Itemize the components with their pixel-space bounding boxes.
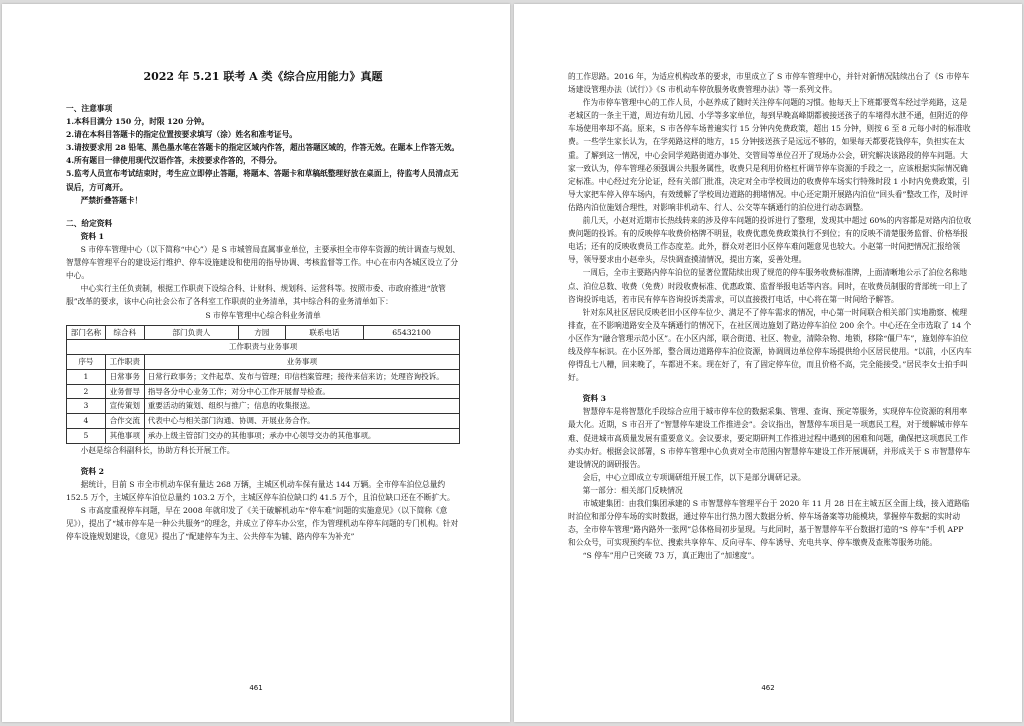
table-cell: 1 bbox=[67, 369, 106, 384]
notice-item: 2.请在本科目答题卡的指定位置按要求填写（涂）姓名和准考证号。 bbox=[66, 130, 297, 140]
material-3-label: 资料 3 bbox=[582, 394, 607, 404]
paragraph: 中心实行主任负责制，根据工作职责下设综合科、计财科、规划科、运营科等。按照市委、市政府推进“放管服”改革的要求，该中心向社会公布了各科室工作职责的业务清单，其中综合科的业务清单如下： bbox=[66, 284, 446, 307]
paragraph: 第一部分：相关部门反映情况 bbox=[582, 485, 683, 495]
paragraph: 前几天，小赵对近期市长热线转来的涉及停车问题的投诉进行了整理，发现其中超过 60%的内容都是对路内泊位收费问题的投诉。有的反映停车收费价格牌不明显，收费优惠免费政策执行不到位；有的反映不清楚服务监督、价格举报电话；还有的反映收费员工作态度差。此外，群众对老旧小区停车难问题意见也较大。小赵第一时间把情况汇报给领导，领导要求由小赵牵头，尽快调查摸清情况，提出方案，妥善处理。 bbox=[568, 216, 972, 265]
table-cell: 日常行政事务；文件起草、发布与管理；印信档案管理；接待来信来访；处理咨询投诉。 bbox=[144, 369, 459, 384]
page-left bbox=[2, 4, 510, 722]
table-row bbox=[67, 369, 460, 384]
table-cell: 合作交流 bbox=[105, 414, 144, 429]
paragraph: 会后，中心立即成立专项调研组开展工作，以下是部分调研记录。 bbox=[582, 472, 806, 482]
table-cell: 宣传策划 bbox=[105, 399, 144, 414]
material-2-label: 资料 2 bbox=[80, 466, 105, 476]
material-heading: 二、给定资料 bbox=[66, 218, 113, 228]
table-row bbox=[67, 355, 460, 370]
paragraph: 一周后，全市主要路内停车泊位的显著位置陆续出现了规范的停车服务收费标准牌，上面清晰地公示了泊位名称地点、泊位总数、收费（免费）时段收费标准、优惠政策、监督举报电话等内容。同时，在收费员制服的背部统一印上了咨询投诉电话，若市民有停车咨询投诉类需求，可以直接拨打电话，中心将在第一时间给予解答。 bbox=[568, 268, 968, 304]
table-cell: 3 bbox=[67, 399, 106, 414]
table-cell: 5 bbox=[67, 429, 106, 444]
business-table bbox=[66, 325, 460, 444]
table-cell: 代表中心与相关部门沟通、协调、开展业务合作。 bbox=[144, 414, 459, 429]
table-row bbox=[67, 429, 460, 444]
table-header-cell: 序号 bbox=[67, 355, 106, 370]
table-caption: S 市停车管理中心综合科业务清单 bbox=[205, 311, 321, 321]
table-cell: 其他事项 bbox=[105, 429, 144, 444]
page-left-content bbox=[66, 70, 460, 544]
paragraph: 智慧停车是将智慧化手段综合应用于城市停车位的数据采集、管理、查询、预定等服务，实现停车位资源的利用率最大化。近期，S 市召开了“智慧停车建设工作推进会”。会议指出，智慧停车项目是一项惠民工程，对于缓解城市停车难、促进城市高质量发展有重要意义。会议要求，要定期研判工作推进过程中遇到的困难和问题，确保把这项惠民工作办实办好。根据会议部署，S 市停车管理中心负责对全市范围内智慧停车建设工作开展调研，并形成关于 S 市智慧停车建设情况的调研报告。 bbox=[568, 407, 971, 469]
paragraph: “S 停车”用户已突破 73 万，真正跑出了“加速度”。 bbox=[582, 551, 760, 561]
exam-title: 2022 年 5.21 联考 A 类《综合应用能力》真题 bbox=[143, 70, 383, 83]
table-cell: 业务督导 bbox=[105, 384, 144, 399]
table-cell: 4 bbox=[67, 414, 106, 429]
table-cell: 部门名称 bbox=[67, 325, 106, 340]
table-cell: 65432100 bbox=[364, 325, 460, 340]
notice-heading: 一、注意事项 bbox=[66, 104, 113, 113]
table-row bbox=[67, 325, 460, 340]
paragraph: 市城建集团：由我们集团承建的 S 市智慧停车管理平台于 2020 年 11 月 28 日在主城五区全面上线，接入道路临时泊位和部分停车场的实时数据，通过停车出行热力图大数据分析、停车场备案等功能模块，掌握停车数据的实时动态，全市停车管理“路内路外一张网”总体格局初步显现。与此同时，基于智慧停车平台数据打造的“S 停车”手机 APP 和公众号，可实现预约车位、搜索共享停车、反向寻车、停车诱导、充电共享、停车缴费及查账等服务功能。 bbox=[568, 499, 970, 548]
notice-item: 4.所有题目一律使用现代汉语作答，未按要求作答的，不得分。 bbox=[66, 156, 282, 166]
material-1-label: 资料 1 bbox=[80, 231, 105, 241]
notice-item: 1.本科目满分 150 分，时限 120 分钟。 bbox=[66, 117, 210, 127]
page-right bbox=[514, 4, 1022, 722]
page-number: 462 bbox=[761, 684, 775, 692]
table-cell: 承办上级主管部门交办的其他事项；承办中心领导交办的其他事项。 bbox=[144, 429, 459, 444]
paragraph: 小赵是综合科副科长，协助方科长开展工作。 bbox=[80, 445, 235, 455]
table-cell: 综合科 bbox=[105, 325, 144, 340]
paragraph: 作为市停车管理中心的工作人员，小赵养成了随时关注停车问题的习惯。他每天上下班都要驾车经过学苑路，这是老城区的一条主干道，周边有幼儿园、小学等多家单位，每到早晚高峰期都被接送孩子的车堵得水泄不通，但附近的停车场使用率却不高。原来，S 市各停车场普遍实行 15 分钟内免费政策，超出 15 分钟，则按 6 至 8 元每小时的标准收费。一些学生家长认为，在学苑路这样的地方，15 分钟接送孩子是远远不够的，如果每天都要花钱停车，负担实在太重。了解到这一情况，中心会同学苑路街道办事处、交管局等单位召开了现场办公会，研究解决该路段的停车问题。大家一致认为，停车管理必须强调公共服务属性，收费只是利用价格杠杆调节停车资源的手段之一，应该根据实际情况确定标准。中心经过充分论证，经有关部门批准，决定对全市学校周边的收费停车场实行特殊时段 1 小时内免费政策，引导大家把车停入停车场内，有效缓解了学校周边道路的拥堵情况。中心还定期开展路内泊位“回头看”整改工作，及时评估路内泊位施划合理性，对影响非机动车、行人、公交等车辆通行的泊位进行动态调整。 bbox=[568, 98, 971, 212]
table-section-header: 工作职责与业务事项 bbox=[67, 340, 460, 355]
table-cell: 指导各分中心业务工作；对分中心工作开展督导检查。 bbox=[144, 384, 459, 399]
table-cell: 联系电话 bbox=[285, 325, 363, 340]
notice-item: 严禁折叠答题卡！ bbox=[80, 195, 143, 205]
table-cell: 2 bbox=[67, 384, 106, 399]
notice-item: 5.监考人员宣布考试结束时，考生应立即停止答题，将题本、答题卡和草稿纸整理好放在桌面上，待监考人员清点无误后，方可离开。 bbox=[66, 169, 459, 192]
table-cell: 日常事务 bbox=[105, 369, 144, 384]
paragraph: S 市高度重视停车问题，早在 2008 年就印发了《关于破解机动车“停车难”问题的实施意见》（以下简称《意见》），提出了“城市停车是一种公共服务”的理念，并成立了停车办公室，作为管理机动车停车问题的专门机构。针对停车设施规划建设，《意见》提出了“配建停车为主、公共停车为辅、路内停车为补充” bbox=[66, 506, 459, 542]
table-row bbox=[67, 340, 460, 355]
page-number: 461 bbox=[249, 684, 263, 692]
notice-item: 3.请按要求用 28 铅笔、黑色墨水笔在答题卡的指定区域内作答，超出答题区域的，作答无效。在题本上作答无效。 bbox=[66, 143, 460, 153]
table-cell: 重要活动的策划、组织与推广；信息的收集报送。 bbox=[144, 399, 459, 414]
table-cell: 方园 bbox=[239, 325, 286, 340]
table-row bbox=[67, 414, 460, 429]
table-header-cell: 工作职责 bbox=[105, 355, 144, 370]
paragraph: S 市停车管理中心（以下简称“中心”）是 S 市城管局直属事业单位，主要承担全市停车资源的统计调查与规划、智慧停车管理平台的建设运行维护、停车设施建设和使用的指导协调、考核监督等工作。中心在市内各城区设立了分中心。 bbox=[66, 244, 460, 281]
paragraph: 的工作思路。2016 年，为适应机构改革的要求，市里成立了 S 市停车管理中心，并针对新情况陆续出台了《S 市停车场建设管理办法（试行）》《S 市机动车停放服务收费管理办法》等一系列文件。 bbox=[568, 72, 970, 95]
table-cell: 部门负责人 bbox=[144, 325, 238, 340]
paragraph: 据统计，目前 S 市全市机动车保有量达 268 万辆，主城区机动车保有量达 144 万辆。全市停车泊位总量约 152.5 万个，主城区停车泊位总量约 103.2 万个，主城区停车泊位缺口约 41.5 万个，且泊位缺口还在不断扩大。 bbox=[66, 480, 455, 503]
paragraph: 针对东风社区居民反映老旧小区停车位少、满足不了停车需求的情况，中心第一时间联合相关部门实地勘察、梳理排查，在不影响道路安全及车辆通行的情况下，在社区周边施划了路边停车泊位 200 余个。中心还在全市选取了 14 个小区作为“融合管理示范小区”。在小区内部，联合街道、社区、物业，清除杂物、地锁，移除“僵尸车”，施划停车泊位线及停车标识。在小区外部，整合周边道路停车泊位资源，协调周边单位停车场提供给小区居民使用。“以前，小区内车停得乱七八糟，回来晚了，车都进不来。现在好了，有了固定停车位，而且价格不高，完全能接受。”居民李女士拍手叫好。 bbox=[568, 307, 972, 383]
page-right-content bbox=[568, 70, 972, 562]
table-row bbox=[67, 384, 460, 399]
table-header-cell: 业务事项 bbox=[144, 355, 459, 370]
table-row bbox=[67, 399, 460, 414]
